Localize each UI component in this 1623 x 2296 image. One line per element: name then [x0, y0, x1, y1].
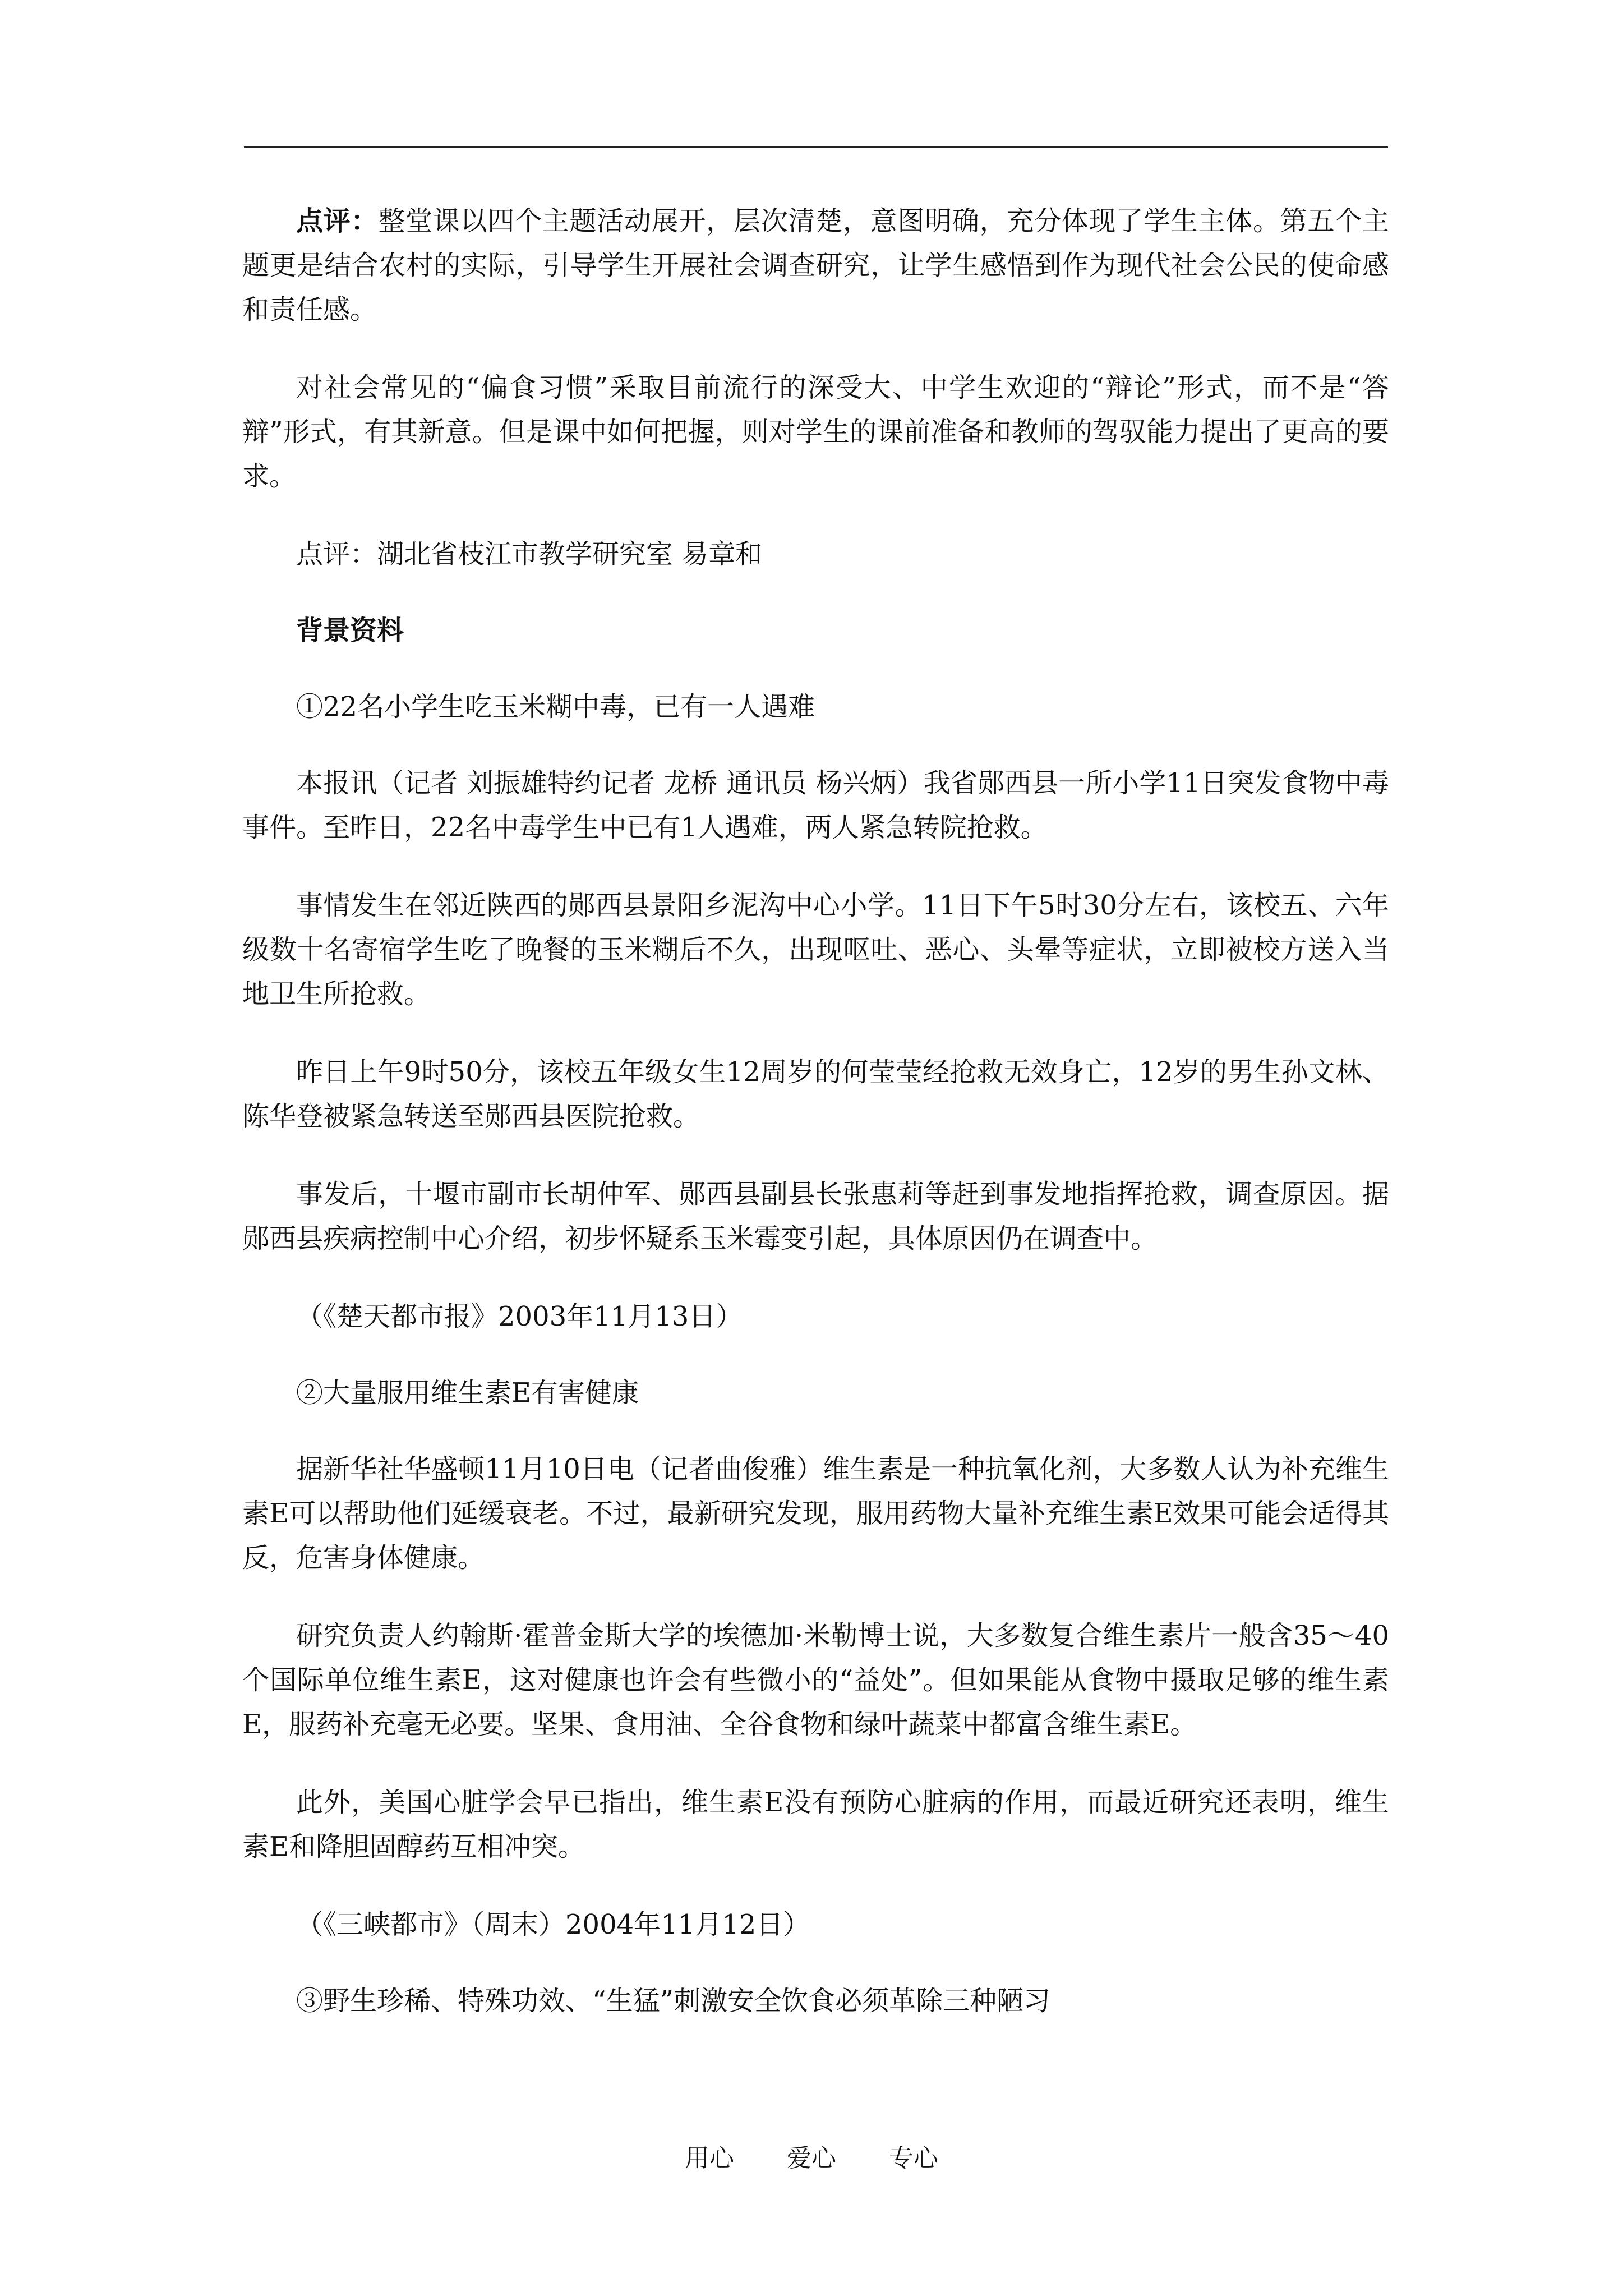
article-1-title: ①22名小学生吃玉米糊中毒，已有一人遇难: [296, 691, 815, 723]
article-1-paragraph-4: 事发后，十堰市副市长胡仲军、郧西县副县长张惠莉等赶到事发地指挥抢救，调查原因。据郧西县疾病控制中心介绍，初步怀疑系玉米霉变引起，具体原因仍在调查中。: [242, 1179, 1389, 1254]
article-1-paragraph-1: 本报讯（记者 刘振雄特约记者 龙桥 通讯员 杨兴炳）我省郧西县一所小学11日突发食物中毒事件。至昨日，22名中毒学生中已有1人遇难，两人紧急转院抢救。: [242, 767, 1389, 843]
debate-comment-paragraph: 对社会常见的“偏食习惯”采取目前流行的深受大、中学生欢迎的“辩论”形式，而不是“答辩”形式，有其新意。但是课中如何把握，则对学生的课前准备和教师的驾驭能力提出了更高的要求。: [242, 372, 1389, 492]
page-footer: [0, 2142, 1623, 2175]
article-2-title: ②大量服用维生素E有害健康: [296, 1377, 639, 1409]
reviewer-credit: 点评：湖北省枝江市教学研究室 易章和: [296, 539, 763, 570]
article-3-title: ③野生珍稀、特殊功效、“生猛”刺激安全饮食必须革除三种陋习: [296, 1985, 1051, 2017]
footer-item: 专心: [889, 2144, 938, 2173]
document-body: [242, 199, 1389, 2055]
footer-item: 爱心: [787, 2144, 836, 2173]
section-heading-background: 背景资料: [296, 615, 404, 646]
article-1-paragraph-2: 事情发生在邻近陕西的郧西县景阳乡泥沟中心小学。11日下午5时30分左右，该校五、六年级数十名寄宿学生吃了晚餐的玉米糊后不久，出现呕吐、恶心、头晕等症状，立即被校方送入当地卫生所抢救。: [242, 890, 1389, 1010]
article-1-paragraph-3: 昨日上午9时50分，该校五年级女生12周岁的何莹莹经抢救无效身亡，12岁的男生孙文林、陈华登被紧急转送至郧西县医院抢救。: [242, 1056, 1389, 1132]
article-2-paragraph-1: 据新华社华盛顿11月10日电（记者曲俊雅）维生素是一种抗氧化剂，大多数人认为补充维生素E可以帮助他们延缓衰老。不过，最新研究发现，服用药物大量补充维生素E效果可能会适得其反，危害身体健康。: [242, 1453, 1389, 1573]
article-1-source: （《楚天都市报》2003年11月13日）: [296, 1301, 743, 1332]
article-2-paragraph-2: 研究负责人约翰斯·霍普金斯大学的埃德加·米勒博士说，大多数复合维生素片一般含35～40个国际单位维生素E，这对健康也许会有些微小的“益处”。但如果能从食物中摄取足够的维生素E，服药补充毫无必要。坚果、食用油、全谷食物和绿叶蔬菜中都富含维生素E。: [242, 1620, 1389, 1740]
review-text: 整堂课以四个主题活动展开，层次清楚，意图明确，充分体现了学生主体。第五个主题更是结合农村的实际，引导学生开展社会调查研究，让学生感悟到作为现代社会公民的使命感和责任感。: [242, 205, 1389, 325]
article-2-paragraph-3: 此外，美国心脏学会早已指出，维生素E没有预防心脏病的作用，而最近研究还表明，维生素E和降胆固醇药互相冲突。: [242, 1787, 1389, 1862]
review-paragraph: [242, 199, 1389, 332]
footer-item: 用心: [685, 2144, 734, 2173]
review-label: 点评：: [296, 205, 379, 237]
article-2-source: （《三峡都市》（周末）2004年11月12日）: [296, 1909, 810, 1940]
header-rule: [244, 146, 1388, 148]
